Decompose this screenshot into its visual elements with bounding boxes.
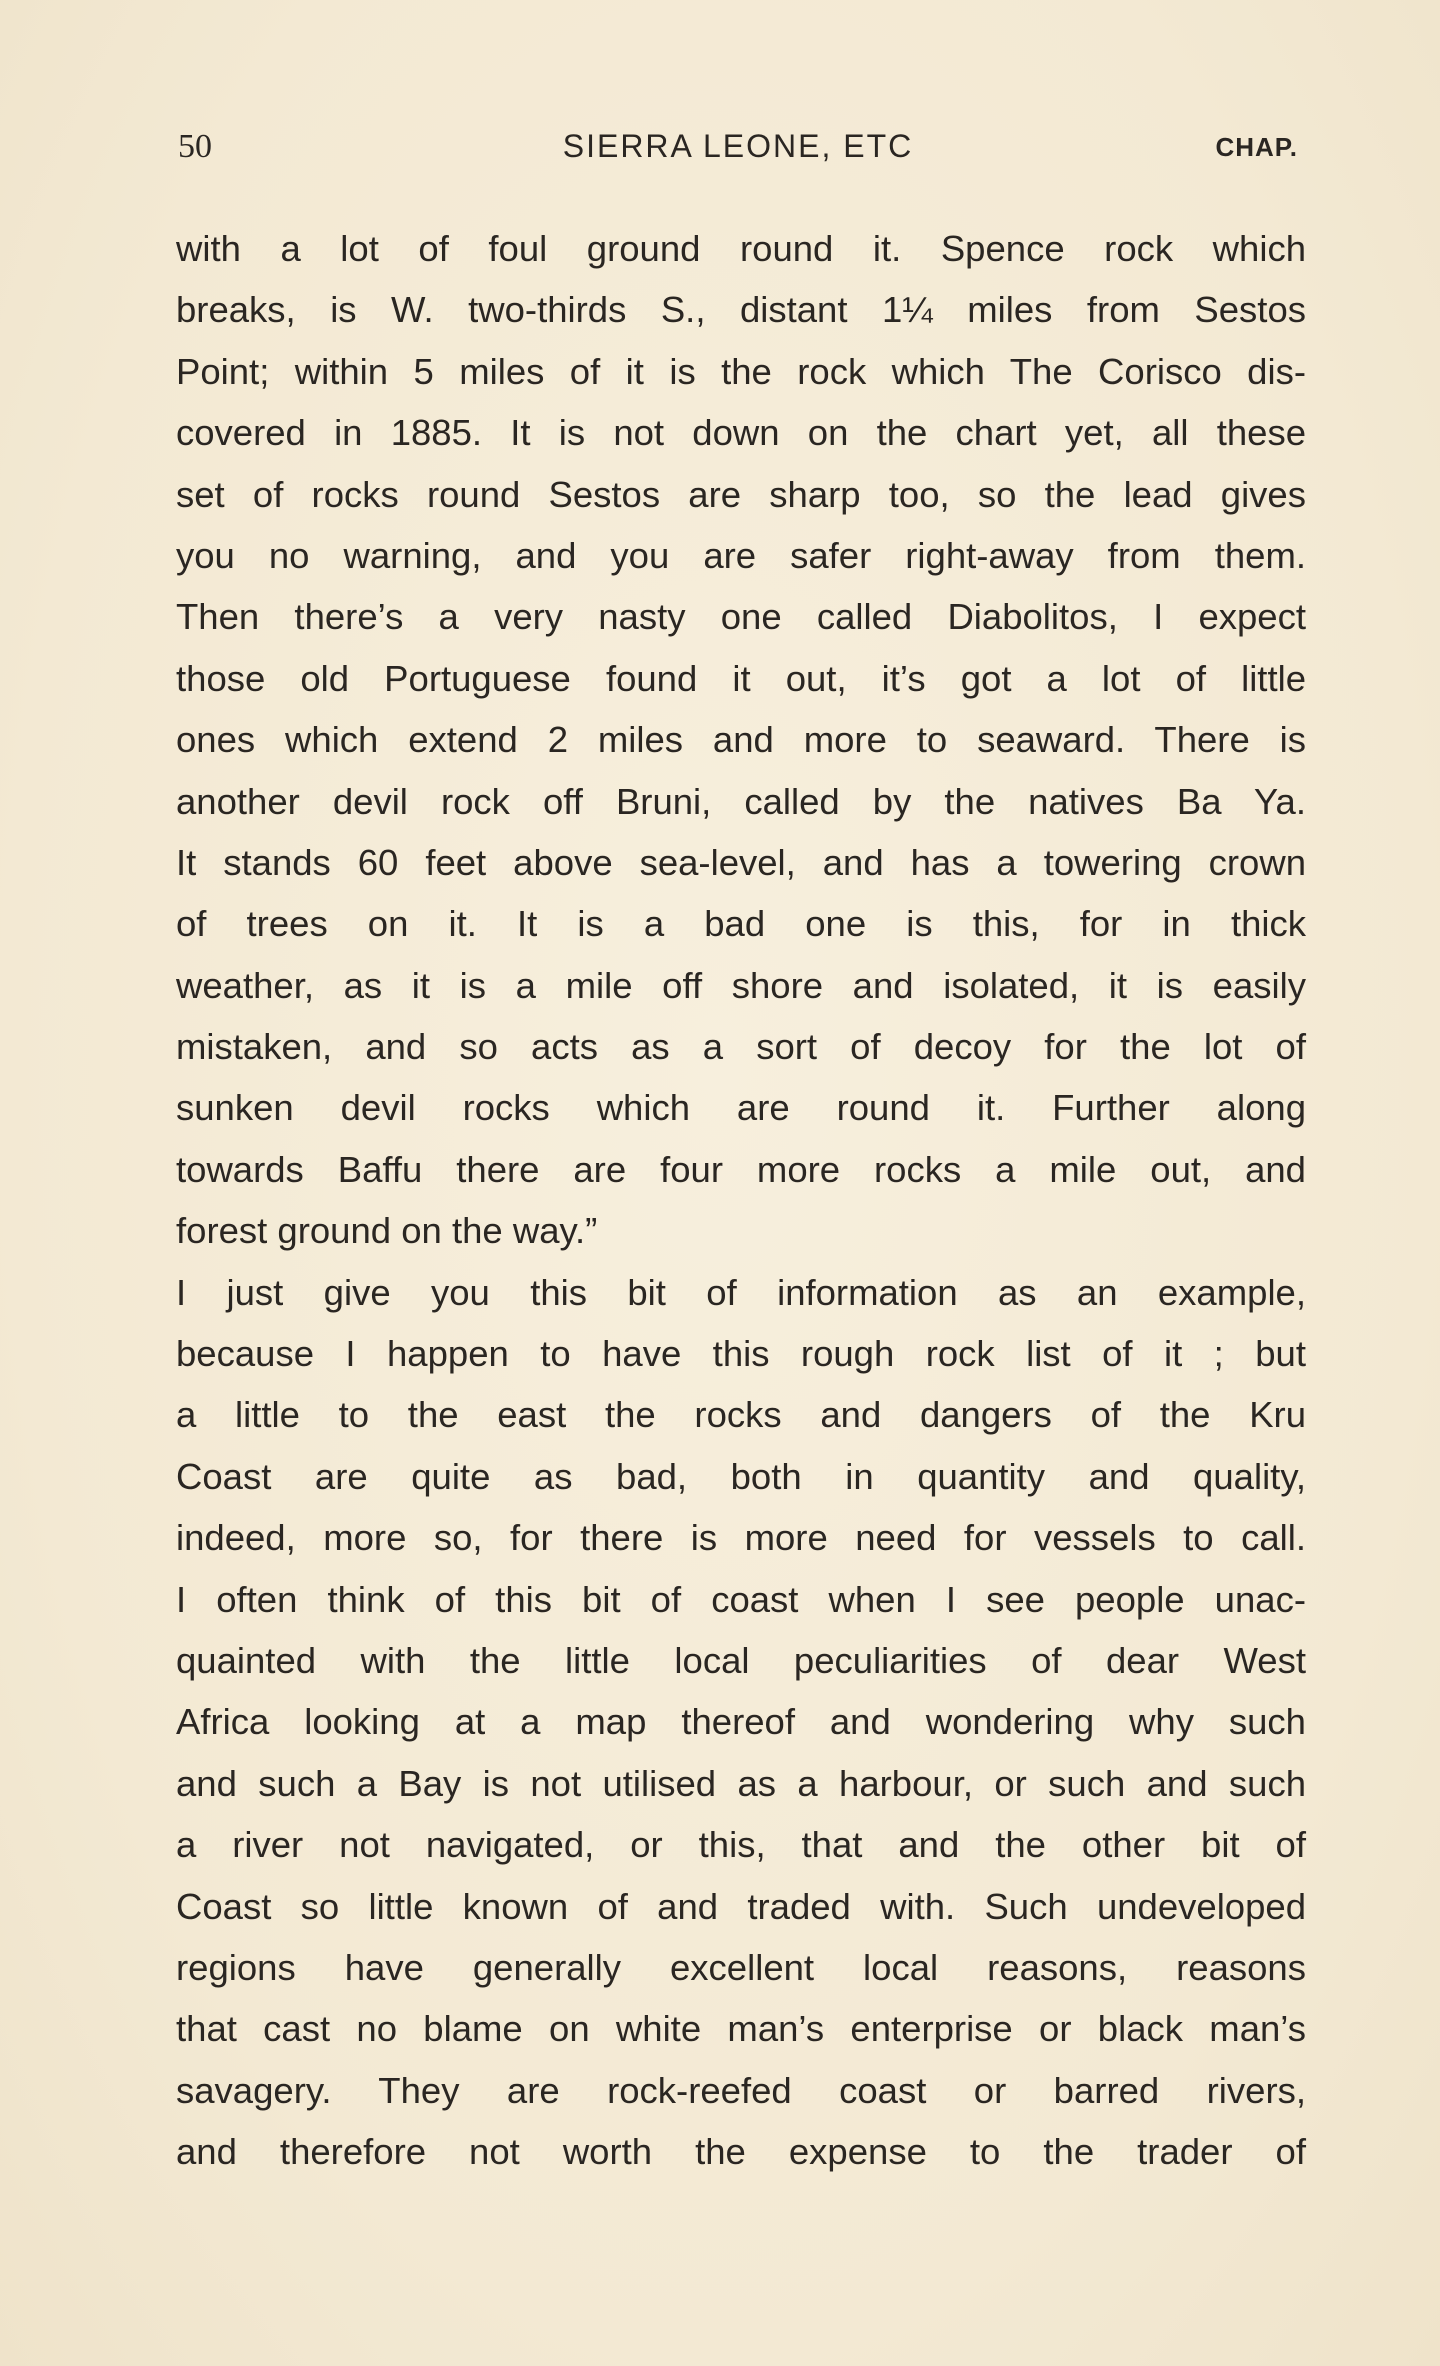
text-line: those old Portuguese found it out, it’s got a lot of little — [176, 657, 1306, 699]
text-line: because I happen to have this rough rock list of it ; but — [176, 1333, 1306, 1375]
text-line: ones which extend 2 miles and more to seaward. There is — [176, 719, 1306, 761]
text-line: regions have generally excellent local reasons, reasons — [176, 1946, 1306, 1988]
text-line: covered in 1885. It is not down on the chart yet, all these — [176, 412, 1306, 454]
text-line: set of rocks round Sestos are sharp too, so the lead gives — [176, 473, 1306, 515]
text-line: sunken devil rocks which are round it. Further along — [176, 1087, 1306, 1129]
text-line: I often think of this bit of coast when I see people unac- — [176, 1578, 1306, 1620]
running-title: SIERRA LEONE, ETC — [562, 128, 914, 164]
text-line: a river not navigated, or this, that and the other bit of — [176, 1824, 1306, 1866]
text-line: weather, as it is a mile off shore and isolated, it is easily — [176, 964, 1306, 1006]
text-line: a little to the east the rocks and dangers of the Kru — [176, 1394, 1306, 1436]
body-text — [176, 218, 1306, 2183]
page-number: 50 — [178, 128, 212, 165]
text-line: with a lot of foul ground round it. Spence rock which — [176, 228, 1306, 269]
text-line: I just give you this bit of information as an example, — [176, 1271, 1306, 1313]
text-line: and therefore not worth the expense to the trader of — [176, 2131, 1306, 2173]
text-line: another devil rock off Bruni, called by the natives Ba Ya. — [176, 780, 1306, 822]
chapter-label: CHAP. — [1215, 132, 1298, 162]
text-line: Then there’s a very nasty one called Diabolitos, I expect — [176, 596, 1306, 638]
text-line: forest ground on the way.” — [176, 1210, 598, 1252]
text-line: mistaken, and so acts as a sort of decoy for the lot of — [176, 1026, 1306, 1068]
text-line: breaks, is W. two-thirds S., distant 1¼ miles from Sestos — [176, 289, 1306, 331]
text-line: and such a Bay is not utilised as a harbour, or such and such — [176, 1762, 1306, 1804]
text-line: towards Baffu there are four more rocks a mile out, and — [176, 1148, 1306, 1190]
text-line: Coast so little known of and traded with. Such undeveloped — [176, 1885, 1306, 1927]
text-line: indeed, more so, for there is more need for vessels to call. — [176, 1517, 1306, 1559]
text-line: Coast are quite as bad, both in quantity and quality, — [176, 1455, 1306, 1497]
text-line: It stands 60 feet above sea-level, and has a towering crown — [176, 841, 1306, 883]
text-line: you no warning, and you are safer right-away from them. — [176, 534, 1306, 576]
text-line: Africa looking at a map thereof and wondering why such — [176, 1701, 1306, 1743]
running-header — [178, 128, 1298, 178]
text-line: Point; within 5 miles of it is the rock which The Corisco dis- — [176, 350, 1306, 392]
text-line: quainted with the little local peculiarities of dear West — [176, 1639, 1306, 1681]
text-line: that cast no blame on white man’s enterprise or black man’s — [176, 2008, 1306, 2050]
text-line: savagery. They are rock-reefed coast or barred rivers, — [176, 2069, 1306, 2111]
text-line: of trees on it. It is a bad one is this, for in thick — [176, 903, 1306, 945]
